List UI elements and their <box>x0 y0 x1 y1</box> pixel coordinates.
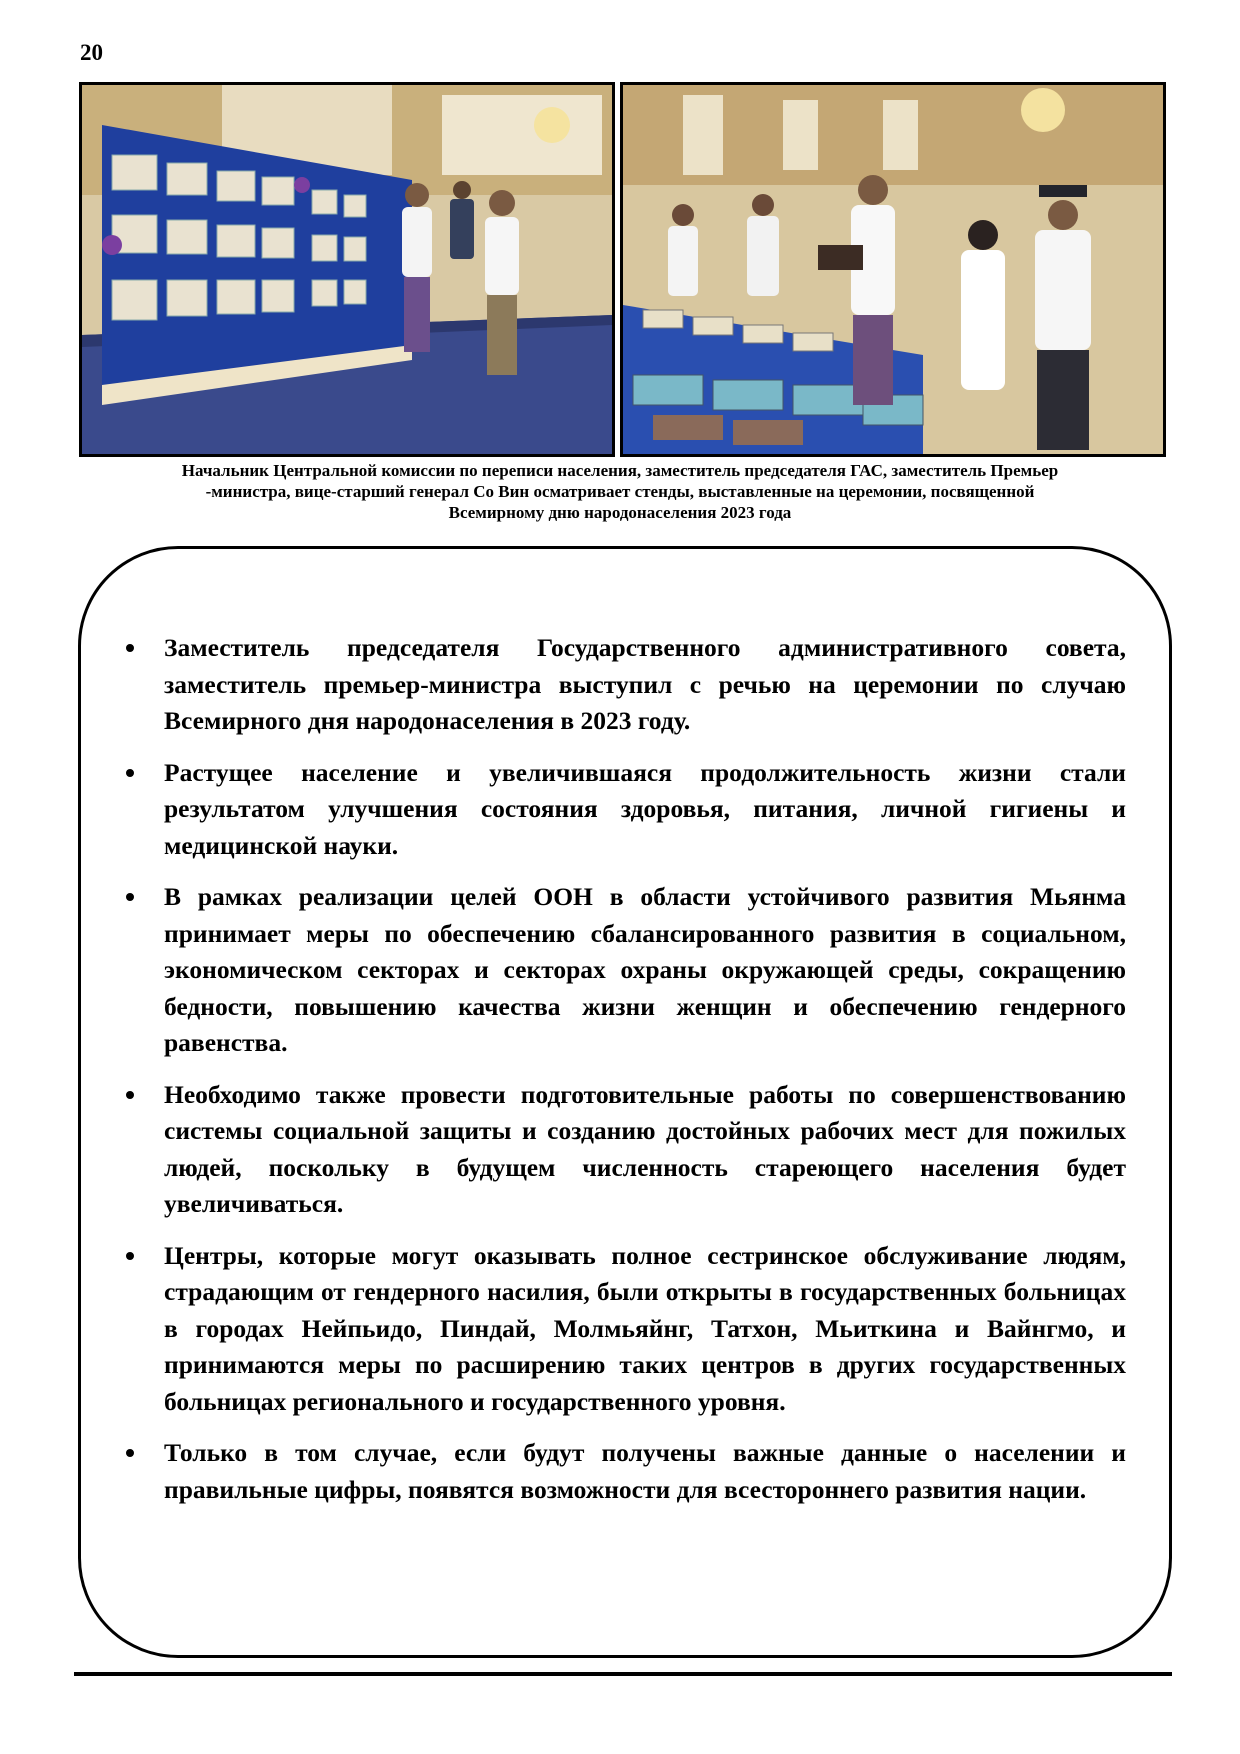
list-item <box>120 630 1126 740</box>
photo-document-table <box>620 82 1166 457</box>
list-item <box>120 755 1126 865</box>
list-item <box>120 879 1126 1062</box>
photo-caption <box>72 460 1168 523</box>
list-item-text: В рамках реализации целей ООН в области устойчивого развития Мьянма принимает меры по обеспечению сбалансированного развития в социальном, экономическом секторах и секторах охраны окружающей среды, сокращению бедности, повышению качества жизни женщин и обеспечению гендерного равенства. <box>164 882 1126 1057</box>
list-item-text: Центры, которые могут оказывать полное сестринское обслуживание людям, страдающим от гендерного насилия, были открыты в государственных больницах в городах Нейпьидо, Пиндай, Молмьяйнг, Татхон, Мьиткина и Вайнгмо, и принимаются меры по расширению таких центров в других государственных больницах регионального и государственного уровня. <box>164 1240 1126 1416</box>
document-table-illustration <box>623 85 1163 454</box>
footer-divider <box>74 1672 1172 1676</box>
key-points-list <box>120 630 1126 1523</box>
bullet-icon <box>126 1449 134 1457</box>
caption-line: Начальник Центральной комиссии по переписи населения, заместитель председателя ГАС, заместитель Премьер <box>181 461 1059 480</box>
bullet-icon <box>126 893 134 901</box>
caption-line: -министра, вице-старший генерал Со Вин осматривает стенды, выставленные на церемонии, посвященной <box>205 482 1035 501</box>
bullet-icon <box>126 769 134 777</box>
list-item-text: Растущее население и увеличившаяся продолжительность жизни стали результатом улучшения состояния здоровья, питания, личной гигиены и медицинской науки. <box>164 757 1126 860</box>
bullet-icon <box>126 1091 134 1099</box>
list-item <box>120 1238 1126 1421</box>
list-item-text: Необходимо также провести подготовительные работы по совершенствованию системы социальной защиты и созданию достойных рабочих мест для пожилых людей, поскольку в будущем численность стареющего населения будет увеличиваться. <box>164 1079 1126 1218</box>
list-item <box>120 1435 1126 1508</box>
page-number: 20 <box>80 40 103 65</box>
list-item <box>120 1077 1126 1223</box>
photo-exhibition-boards <box>79 82 615 457</box>
bullet-icon <box>126 1252 134 1260</box>
exhibition-boards-illustration <box>82 85 612 454</box>
list-item-text: Только в том случае, если будут получены важные данные о населении и правильные цифры, появятся возможности для всестороннего развития нации. <box>164 1438 1126 1504</box>
bullet-icon <box>126 644 134 652</box>
caption-line: Всемирному дню народонаселения 2023 года <box>448 503 792 522</box>
list-item-text: Заместитель председателя Государственного административного совета, заместитель премьер-министра выступил с речью на церемонии по случаю Всемирного дня народонаселения в 2023 году. <box>164 633 1126 735</box>
